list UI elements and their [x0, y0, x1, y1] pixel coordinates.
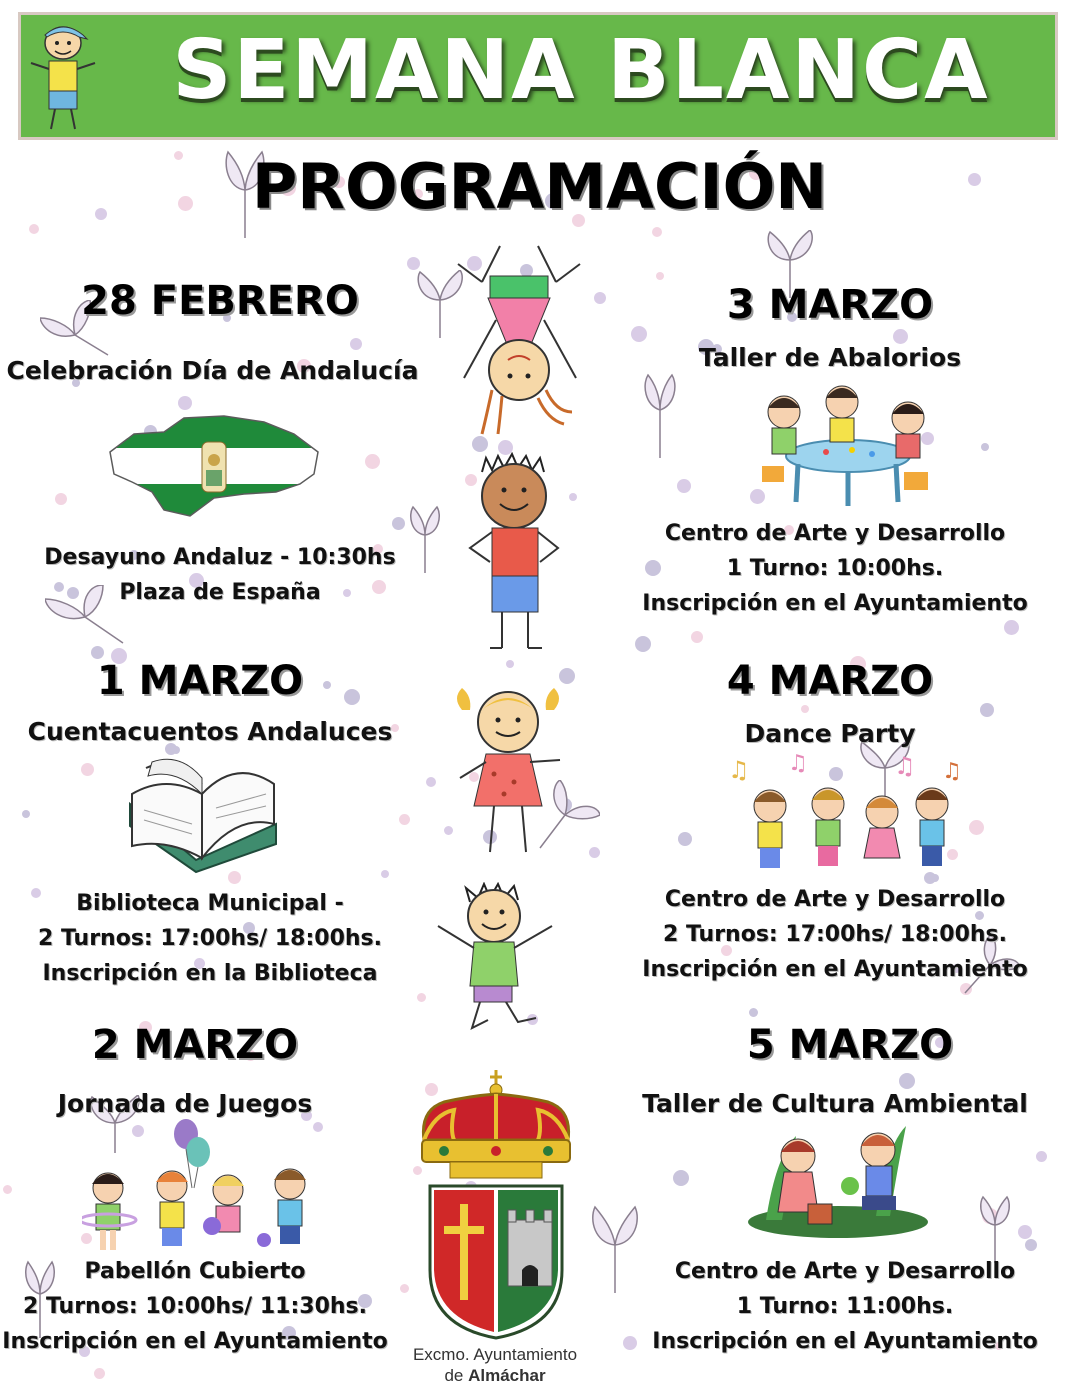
event-detail-line: Inscripción en el Ayuntamiento: [642, 957, 1028, 982]
background-dot: [3, 1185, 12, 1194]
andalucia-flag-map-icon: [104, 412, 322, 522]
banner-title: SEMANA BLANCA: [172, 23, 990, 118]
event-detail-line: Centro de Arte y Desarrollo: [664, 887, 1006, 912]
event-detail-line: Plaza de España: [119, 580, 321, 605]
event-title: Cuentacuentos Andaluces: [27, 717, 393, 746]
background-dot: [426, 777, 436, 787]
event-detail-line: Centro de Arte y Desarrollo: [664, 521, 1006, 546]
kids-dancing-music-notes-icon: [724, 754, 974, 880]
background-dot: [399, 814, 410, 825]
event-date: 4 MARZO: [726, 658, 934, 704]
background-dot: [1025, 1239, 1037, 1251]
background-dot: [652, 227, 662, 237]
background-dot: [350, 338, 362, 350]
kids-crafting-table-icon: [756, 380, 936, 508]
background-dot: [381, 870, 389, 878]
title-banner: [18, 12, 1058, 140]
municipality-name: Almáchar: [468, 1366, 546, 1385]
event-title: Taller de Abalorios: [698, 343, 962, 372]
event-detail-line: Centro de Arte y Desarrollo: [674, 1259, 1016, 1284]
event-detail-line: 1 Turno: 11:00hs.: [736, 1294, 954, 1319]
event-detail-line: Inscripción en el Ayuntamiento: [652, 1329, 1038, 1354]
event-detail-line: Inscripción en la Biblioteca: [42, 961, 378, 986]
background-dot: [472, 436, 488, 452]
event-date: 28 FEBRERO: [81, 278, 359, 324]
event-title: Dance Party: [744, 719, 916, 748]
background-dot: [55, 493, 67, 505]
event-details: [20, 540, 420, 610]
page-subtitle: PROGRAMACIÓN: [251, 150, 828, 223]
jumping-kid-icon: [432, 882, 558, 1032]
open-book-icon: [126, 754, 282, 874]
background-dot: [407, 257, 420, 270]
background-dot: [569, 493, 577, 501]
event-detail-line: Inscripción en el Ayuntamiento: [2, 1329, 388, 1354]
event-date: 2 MARZO: [91, 1022, 299, 1068]
svg-text:♫: ♫: [894, 754, 916, 780]
background-dot: [365, 454, 380, 469]
ayuntamiento-caption: [398, 1344, 592, 1386]
event-detail-line: 1 Turno: 10:00hs.: [726, 556, 944, 581]
svg-text:♫: ♫: [788, 754, 808, 776]
event-detail-line: Desayuno Andaluz - 10:30hs: [44, 545, 396, 570]
background-dot: [981, 443, 989, 451]
event-detail-line: Inscripción en el Ayuntamiento: [642, 591, 1028, 616]
svg-text:♫: ♫: [942, 759, 962, 784]
background-dot: [81, 763, 94, 776]
event-title: Jornada de Juegos: [57, 1089, 313, 1118]
flower-leaf-icon: [585, 1205, 645, 1295]
event-details: [650, 1254, 1040, 1359]
cartoon-kid-icon: [27, 21, 99, 133]
event-detail-line: Pabellón Cubierto: [84, 1259, 306, 1284]
coat-of-arms-icon: [414, 1070, 578, 1340]
caption-prefix: de: [444, 1366, 469, 1385]
background-dot: [635, 636, 651, 652]
event-date: 1 MARZO: [96, 658, 304, 704]
event-date: 3 MARZO: [726, 282, 934, 328]
flower-leaf-icon: [640, 370, 680, 460]
background-dot: [899, 1073, 915, 1089]
event-date: 5 MARZO: [746, 1022, 954, 1068]
background-dot: [980, 703, 994, 717]
background-dot: [392, 517, 405, 530]
background-dot: [749, 1008, 758, 1017]
event-details: [0, 1254, 390, 1359]
background-dot: [623, 1336, 637, 1350]
kids-playing-balloons-icon: [82, 1118, 322, 1256]
event-detail-line: 2 Turnos: 17:00hs/ 18:00hs.: [662, 922, 1008, 947]
background-dot: [94, 1368, 105, 1379]
girl-pigtails-icon: [448, 682, 570, 858]
background-dot: [178, 396, 192, 410]
caption-line: Excmo. Ayuntamiento: [412, 1345, 578, 1364]
event-title: Taller de Cultura Ambiental: [642, 1089, 1028, 1118]
upside-down-girl-icon: [452, 242, 588, 438]
event-detail-line: Biblioteca Municipal -: [76, 891, 344, 916]
background-dot: [677, 479, 691, 493]
boy-stick-figure-icon: [462, 452, 568, 652]
background-dot: [29, 224, 39, 234]
background-dot: [22, 810, 30, 818]
background-dot: [1004, 620, 1019, 635]
event-detail-line: 2 Turnos: 10:00hs/ 11:30hs.: [22, 1294, 368, 1319]
background-dot: [1018, 1225, 1032, 1239]
event-title: Celebración Día de Andalucía: [6, 356, 419, 385]
background-dot: [594, 292, 606, 304]
background-dot: [400, 1284, 409, 1293]
caption-line-2: [398, 1365, 592, 1386]
event-detail-line: 2 Turnos: 17:00hs/ 18:00hs.: [37, 926, 383, 951]
background-dot: [631, 326, 647, 342]
event-details: [10, 886, 410, 991]
event-details: [640, 882, 1030, 987]
background-dot: [691, 631, 703, 643]
event-details: [640, 516, 1030, 621]
background-dot: [673, 1170, 689, 1186]
background-dot: [1036, 1151, 1047, 1162]
background-dot: [893, 329, 908, 344]
background-dot: [417, 993, 426, 1002]
background-dot: [801, 705, 809, 713]
background-dot: [656, 272, 664, 280]
kids-gardening-icon: [746, 1116, 928, 1242]
background-dot: [678, 832, 692, 846]
background-dot: [506, 660, 514, 668]
svg-text:♫: ♫: [728, 756, 750, 784]
